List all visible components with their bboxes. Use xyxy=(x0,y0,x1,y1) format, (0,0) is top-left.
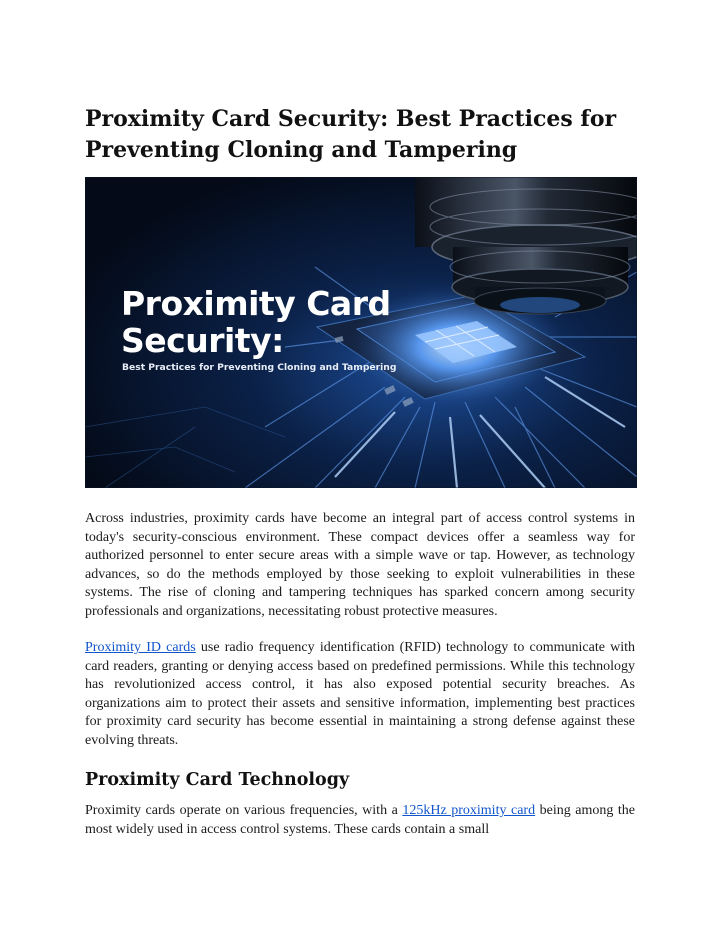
125khz-proximity-card-link[interactable]: 125kHz proximity card xyxy=(402,803,536,818)
rfid-paragraph-text: use radio frequency identification (RFID) technology to communicate with card readers, granting or denying access based on predefined permissions. While this technology has revolutionized access control, it has also exposed potential security breaches. As organizations aim to protect their assets and sensitive information, implementing best practices for proximity card security has become essential in maintaining a strong defense against these evolving threats. xyxy=(85,640,635,748)
section-heading: Proximity Card Technology xyxy=(85,770,350,790)
intro-paragraph: Across industries, proximity cards have become an integral part of access control systems in today's security-conscious environment. These compact devices offer a seamless way for authorized personnel to enter secure areas with a simple wave or tap. However, as technology advances, so do the methods employed by those seeking to exploit vulnerabilities in these systems. The rise of cloning and tampering techniques has sparked concern among security professionals and organizations, necessitating robust protective measures. xyxy=(85,511,635,619)
technology-paragraph-text-start: Proximity cards operate on various frequencies, with a xyxy=(85,803,403,818)
hero-subtitle: Best Practices for Preventing Cloning and Tampering xyxy=(122,362,397,373)
technology-paragraph xyxy=(85,802,635,839)
hero-title: Proximity Card Security: xyxy=(121,284,391,360)
document-title: Proximity Card Security: Best Practices for Preventing Cloning and Tampering xyxy=(85,106,617,163)
technology-paragraph-text-end: being among the most widely used in access control systems. These cards contain a small xyxy=(85,803,636,837)
rfid-paragraph xyxy=(85,639,635,750)
proximity-id-cards-link[interactable]: Proximity ID cards xyxy=(85,640,196,655)
hero-image xyxy=(85,177,637,488)
